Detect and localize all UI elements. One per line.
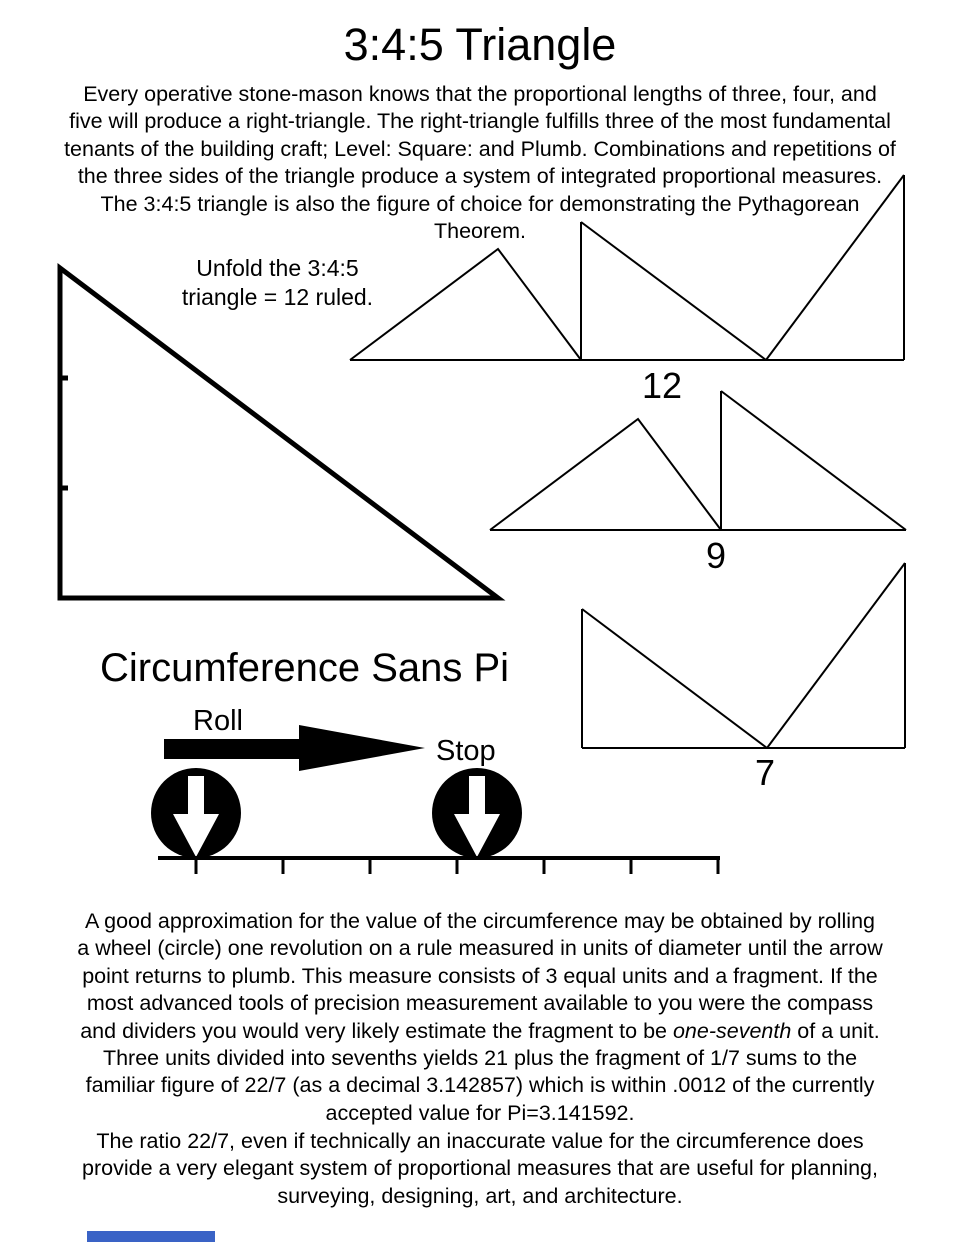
text-line: The ratio 22/7, even if technically an inaccurate value for the circumference does [96,1129,864,1153]
ruler-9-label: 9 [705,535,727,576]
approximation-paragraph [40,908,920,1127]
text-line: The 3:4:5 triangle is also the figure of choice for demonstrating the Pythagorean [100,191,860,216]
text-line: surveying, designing, art, and architecture. [277,1183,683,1208]
wheel-stop [432,768,522,858]
closing-paragraph [40,1128,920,1210]
text-line: accepted value for Pi=3.141592. [325,1100,635,1125]
text-line: the three sides of the triangle produce a system of integrated proportional measures. [77,164,883,189]
text-line [40,1018,920,1045]
text-line: a wheel (circle) one revolution on a rule measured in units of diameter until the arrow [77,936,883,961]
text-line: most advanced tools of precision measurement available to you were the compass [86,991,874,1016]
text-span: of a unit. [791,1018,880,1043]
text-line: triangle = 12 ruled. [181,284,374,310]
unfold-note [150,254,405,312]
text-line: point returns to plumb. This measure consists of 3 equal units and a fragment. If the [82,963,878,988]
roll-label: Roll [193,705,243,737]
text-line: tenants of the building craft; Level: Square: and Plumb. Combinations and repetitions of [64,136,896,161]
text-line: Theorem. [433,219,526,244]
diameter-ruler [158,858,720,874]
circumference-heading: Circumference Sans Pi [100,646,510,690]
text-line: Three units divided into sevenths yields 21 plus the fragment of 1/7 sums to the [102,1046,858,1071]
text-line: Unfold the 3:4:5 [196,255,359,281]
unfolded-ruler-7 [582,563,905,748]
text-line: five will produce a right-triangle. The right-triangle fulfills three of the most fundamental [69,109,891,134]
text-line: Every operative stone-mason knows that the proportional lengths of three, four, and [83,82,877,106]
text-line: provide a very elegant system of proportional measures that are useful for planning, [82,1156,878,1181]
text-line: A good approximation for the value of the circumference may be obtained by rolling [85,909,875,933]
wheel-start [151,768,241,858]
intro-paragraph [40,81,920,245]
italic-text: one-seventh [672,1018,792,1043]
unfolded-ruler-9 [490,391,906,530]
stop-label: Stop [436,735,496,767]
ruler-7-label: 7 [754,752,776,793]
page-title: 3:4:5 Triangle [343,19,617,70]
ruler-12-label: 12 [641,365,683,406]
text-line: familiar figure of 22/7 (as a decimal 3.142857) which is within .0012 of the currently [85,1073,875,1098]
big-345-triangle [60,268,498,598]
clipped-blue-element [87,1231,215,1242]
text-span: and dividers you would very likely estimate the fragment to be [80,1018,673,1043]
